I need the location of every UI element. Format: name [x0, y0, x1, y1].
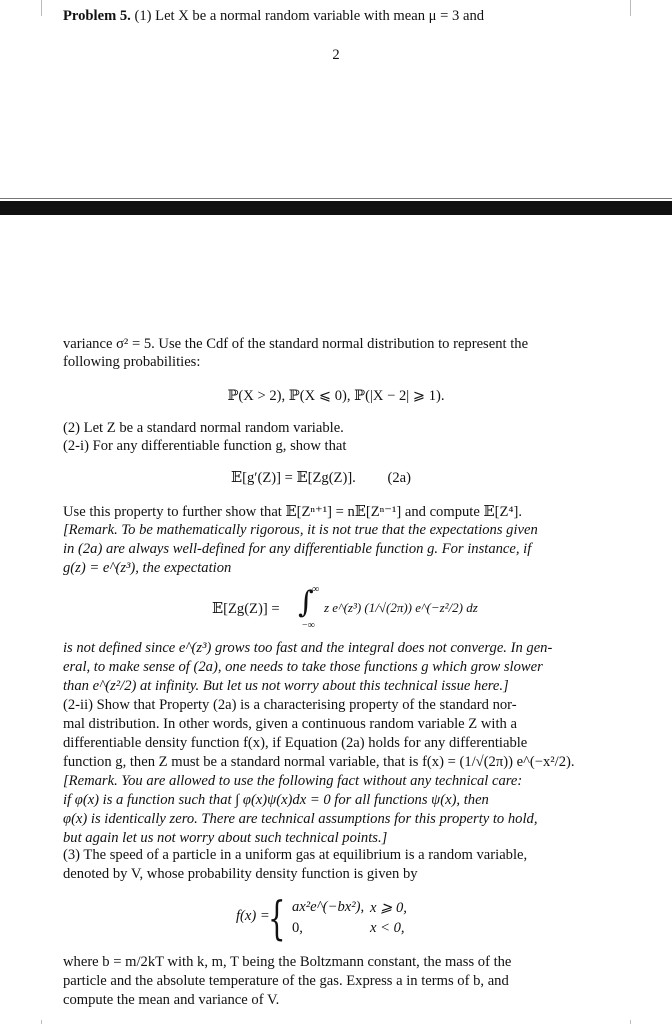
part2-line2: (2-i) For any differentiable function g, show that — [63, 438, 347, 454]
problem-label: Problem 5. — [63, 8, 131, 24]
part1-probabilities: ℙ(X > 2), ℙ(X ⩽ 0), ℙ(|X − 2| ⩾ 1). — [227, 388, 445, 404]
part2ii-line2: mal distribution. In other words, given a continuous random variable Z with a — [63, 716, 517, 732]
part2ii-line3: differentiable density function f(x), if Equation (2a) holds for any differentiable — [63, 735, 528, 751]
integral-lhs: 𝔼[Zg(Z)] = — [212, 601, 280, 617]
remark2-line4: but again let us not worry about such technical points.] — [63, 830, 388, 846]
part2-line3: Use this property to further show that 𝔼[Zⁿ⁺¹] = n𝔼[Zⁿ⁻¹] and compute 𝔼[Z⁴]. — [63, 504, 522, 520]
left-brace: { — [268, 891, 286, 945]
remark1-line3: g(z) = e^(z³), the expectation — [63, 560, 232, 576]
page-edge-bottom-right — [630, 1020, 631, 1024]
part3-closing-line2: particle and the absolute temperature of the gas. Express a in terms of b, and — [63, 973, 509, 989]
equation-2a-body: 𝔼[g′(Z)] = 𝔼[Zg(Z)]. — [231, 470, 356, 486]
part3-intro-line1: (3) The speed of a particle in a uniform gas at equilibrium is a random variable, — [63, 847, 528, 863]
problem-header — [63, 8, 484, 25]
remark2-line2: if φ(x) is a function such that ∫ φ(x)ψ(x)dx = 0 for all functions ψ(x), then — [63, 792, 489, 808]
integral-sign: ∫ — [298, 585, 314, 620]
equation-2a-label: (2a) — [387, 470, 411, 486]
integral-lower: −∞ — [302, 620, 315, 631]
page-edge-left — [41, 0, 42, 16]
part3-intro-line2: denoted by V, whose probability density function is given by — [63, 866, 418, 882]
part1-line2: following probabilities: — [63, 354, 201, 370]
case1-expr: ax²e^(−bx²), — [292, 899, 365, 915]
part2ii-line1: (2-ii) Show that Property (2a) is a characterising property of the standard nor- — [63, 697, 517, 713]
remark2-line3: φ(x) is identically zero. There are technical assumptions for this property to hold, — [63, 811, 538, 827]
problem-intro: (1) Let X be a normal random variable with mean μ = 3 and — [134, 8, 485, 24]
integral-body: z e^(z³) (1/√(2π)) e^(−z²/2) dz — [324, 600, 478, 615]
case2-cond: x < 0, — [370, 920, 405, 936]
page-divider-thin — [0, 198, 672, 199]
remark1-cont-line2: eral, to make sense of (2a), one needs to take those functions g which grow slower — [63, 659, 543, 675]
remark2-line1: [Remark. You are allowed to use the following fact without any technical care: — [63, 773, 523, 789]
case1-cond: x ⩾ 0, — [370, 900, 407, 916]
case2-expr: 0, — [292, 920, 303, 936]
remark1-cont-line1: is not defined since e^(z³) grows too fast and the integral does not converge. In gen- — [63, 640, 553, 656]
part3-closing-line3: compute the mean and variance of V. — [63, 992, 280, 1008]
pdf-lhs: f(x) = — [236, 908, 270, 924]
part2ii-line4: function g, then Z must be a standard normal variable, that is f(x) = (1/√(2π)) e^(−x²/2). — [63, 754, 575, 770]
page-edge-bottom-left — [41, 1020, 42, 1024]
part3-closing-line1: where b = m/2kT with k, m, T being the Boltzmann constant, the mass of the — [63, 954, 512, 970]
part1-line1: variance σ² = 5. Use the Cdf of the standard normal distribution to represent the — [63, 336, 529, 352]
integral-upper: ∞ — [312, 584, 320, 595]
remark1-cont-line3: than e^(z²/2) at infinity. But let us not worry about this technical issue here.] — [63, 678, 509, 694]
page-edge-right — [630, 0, 631, 16]
integral-display — [212, 584, 512, 632]
remark1-line1: [Remark. To be mathematically rigorous, it is not true that the expectations given — [63, 522, 538, 538]
remark1-line2: in (2a) are always well-defined for any differentiable function g. For instance, if — [63, 541, 532, 557]
page-number: 2 — [332, 47, 340, 63]
page-divider — [0, 201, 672, 215]
equation-2a — [231, 469, 411, 487]
part2-line1: (2) Let Z be a standard normal random variable. — [63, 420, 344, 436]
